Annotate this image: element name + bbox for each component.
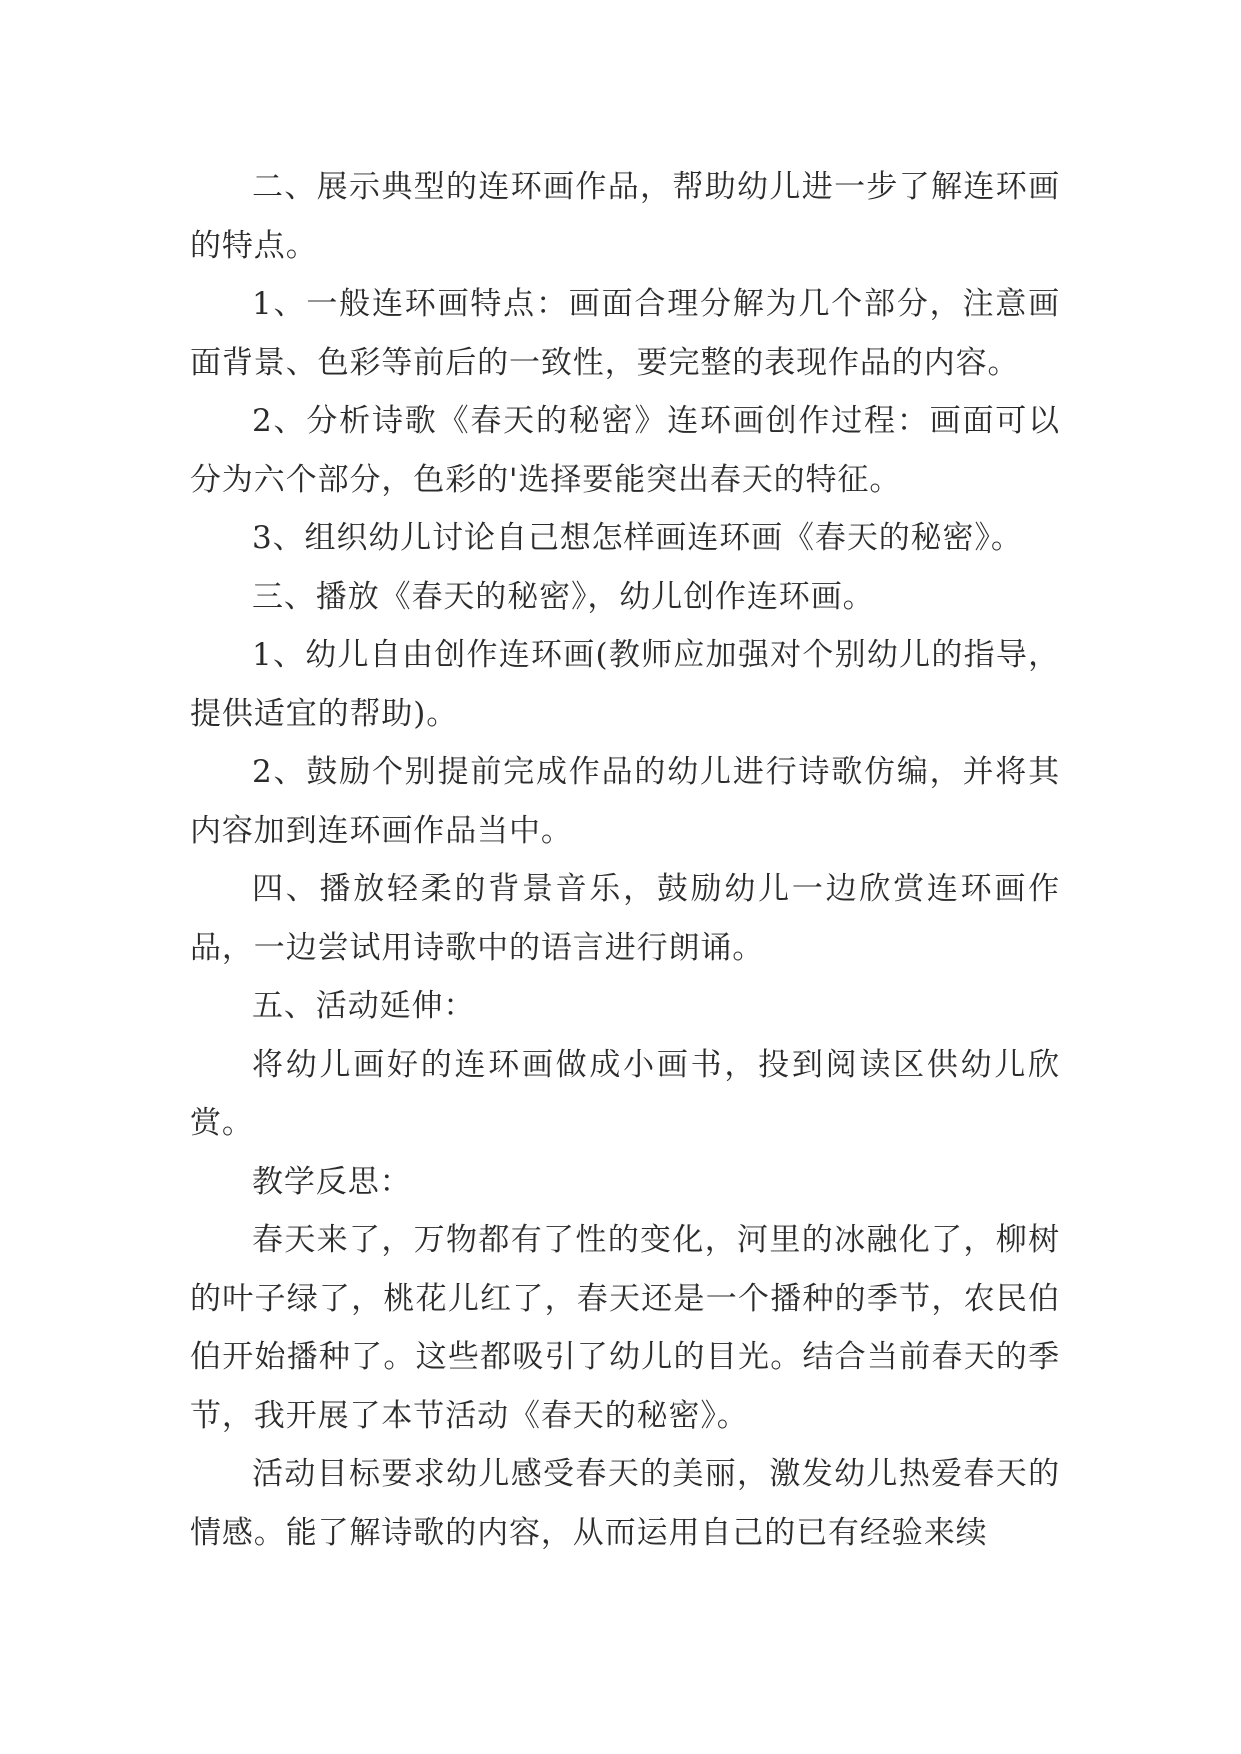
paragraph-item-2: 2、分析诗歌《春天的秘密》连环画创作过程：画面可以分为六个部分，色彩的'选择要能突出春天的特征。 xyxy=(190,403,1060,498)
paragraph-section-4-heading: 四、播放轻柔的背景音乐，鼓励幼儿一边欣赏连环画作品，一边尝试用诗歌中的语言进行朗诵。 xyxy=(190,871,1060,966)
paragraph-reflection-heading: 教学反思： xyxy=(252,1163,412,1200)
paragraph-reflection-body-2: 活动目标要求幼儿感受春天的美丽，激发幼儿热爱春天的情感。能了解诗歌的内容，从而运用自己的已有经验来续 xyxy=(190,1456,1060,1551)
paragraph-item-1: 1、一般连环画特点：画面合理分解为几个部分，注意画面背景、色彩等前后的一致性，要完整的表现作品的内容。 xyxy=(190,286,1060,381)
document-page xyxy=(190,158,1060,1562)
paragraph-section-5-heading: 五、活动延伸： xyxy=(252,988,476,1024)
paragraph-reflection-body-1: 春天来了，万物都有了性的变化，河里的冰融化了，柳树的叶子绿了，桃花儿红了，春天还是一个播种的季节，农民伯伯开始播种了。这些都吸引了幼儿的目光。结合当前春天的季节，我开展了本节活动《春天的秘密》。 xyxy=(190,1222,1060,1434)
paragraph-section-3-heading: 三、播放《春天的秘密》，幼儿创作连环画。 xyxy=(252,578,875,615)
paragraph-section-3-item-2: 2、鼓励个别提前完成作品的幼儿进行诗歌仿编，并将其内容加到连环画作品当中。 xyxy=(190,754,1060,849)
paragraph-item-3: 3、组织幼儿讨论自己想怎样画连环画《春天的秘密》。 xyxy=(252,520,1023,556)
paragraph-section-2-heading: 二、展示典型的连环画作品，帮助幼儿进一步了解连环画的特点。 xyxy=(190,169,1060,264)
paragraph-section-3-item-1: 1、幼儿自由创作连环画(教师应加强对个别幼儿的指导，提供适宜的帮助)。 xyxy=(190,637,1060,732)
paragraph-extension: 将幼儿画好的连环画做成小画书，投到阅读区供幼儿欣赏。 xyxy=(190,1046,1060,1141)
